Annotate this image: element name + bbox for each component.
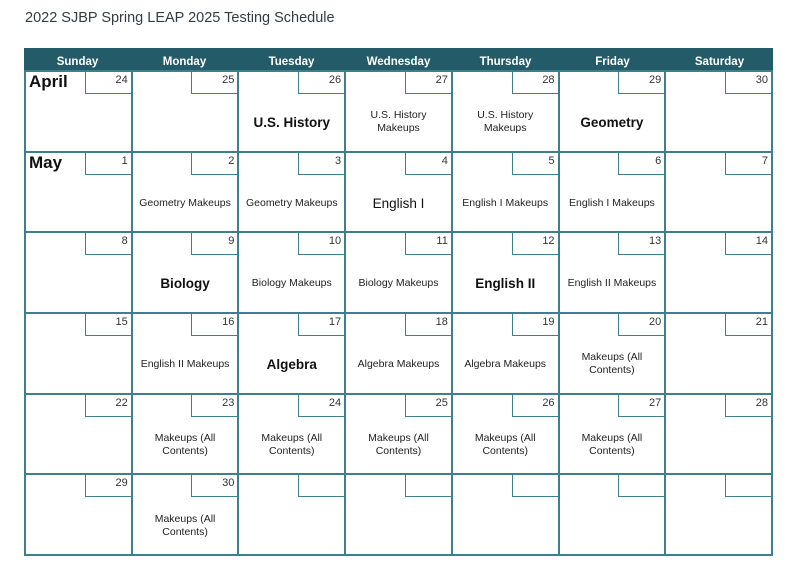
weekday-thursday: Thursday — [479, 56, 532, 68]
date-number — [618, 475, 664, 497]
weekday-header — [24, 48, 773, 70]
calendar-day-cell — [26, 153, 133, 234]
calendar — [24, 48, 773, 556]
event-label: Makeups (All Contents) — [474, 432, 536, 458]
event-label: Biology Makeups — [251, 277, 332, 290]
date-number: 27 — [405, 72, 451, 94]
event-label: U.S. History Makeups — [370, 109, 427, 135]
date-number: 18 — [405, 314, 451, 336]
month-label: April — [29, 72, 68, 91]
date-number: 3 — [298, 153, 344, 175]
date-number: 4 — [405, 153, 451, 175]
event-label: Geometry — [580, 114, 644, 130]
date-number: 12 — [512, 233, 558, 255]
calendar-day-cell — [560, 72, 667, 153]
weekday-friday: Friday — [595, 56, 630, 68]
calendar-day-cell — [346, 395, 453, 476]
event-label: Algebra — [266, 356, 317, 372]
event-label: U.S. History — [253, 114, 331, 130]
date-number: 28 — [512, 72, 558, 94]
date-number — [725, 475, 771, 497]
calendar-day-cell — [453, 72, 560, 153]
calendar-day-cell — [560, 233, 667, 314]
event-label: U.S. History Makeups — [477, 109, 534, 135]
date-number: 25 — [191, 72, 237, 94]
calendar-day-cell — [239, 233, 346, 314]
event-label: Biology — [160, 276, 210, 292]
event-label: English I Makeups — [569, 196, 655, 209]
calendar-day-cell — [133, 233, 240, 314]
calendar-day-cell — [560, 153, 667, 234]
date-number: 23 — [191, 395, 237, 417]
event-label: English II Makeups — [140, 357, 230, 370]
date-number: 27 — [618, 395, 664, 417]
event-label: Biology Makeups — [358, 277, 439, 290]
event-label: Makeups (All Contents) — [581, 351, 643, 377]
calendar-day-cell — [560, 395, 667, 476]
event-label: English II Makeups — [567, 277, 657, 290]
calendar-day-cell — [133, 395, 240, 476]
event-label: Algebra Makeups — [357, 357, 440, 370]
date-number: 29 — [618, 72, 664, 94]
calendar-day-cell — [133, 72, 240, 153]
date-number — [512, 475, 558, 497]
calendar-day-cell — [26, 395, 133, 476]
calendar-day-cell — [239, 475, 346, 556]
calendar-day-cell — [666, 475, 773, 556]
weekday-monday: Monday — [162, 56, 207, 68]
date-number: 30 — [191, 475, 237, 497]
date-number: 5 — [512, 153, 558, 175]
calendar-day-cell — [346, 475, 453, 556]
calendar-day-cell — [346, 233, 453, 314]
calendar-day-cell — [453, 233, 560, 314]
date-number: 26 — [298, 72, 344, 94]
weekday-wednesday: Wednesday — [366, 56, 431, 68]
event-label: Geometry Makeups — [245, 196, 338, 209]
event-label: English I — [372, 195, 425, 211]
calendar-day-cell — [26, 233, 133, 314]
date-number: 25 — [405, 395, 451, 417]
date-number: 29 — [85, 475, 131, 497]
event-label: Geometry Makeups — [139, 196, 231, 209]
calendar-day-cell — [26, 314, 133, 395]
date-number: 10 — [298, 233, 344, 255]
calendar-day-cell — [453, 475, 560, 556]
date-number: 26 — [512, 395, 558, 417]
event-label: Makeups (All Contents) — [581, 432, 643, 458]
calendar-day-cell — [560, 475, 667, 556]
date-number: 22 — [85, 395, 131, 417]
date-number: 15 — [85, 314, 131, 336]
calendar-day-cell — [346, 314, 453, 395]
event-label: Algebra Makeups — [464, 357, 547, 370]
calendar-day-cell — [239, 314, 346, 395]
calendar-day-cell — [133, 475, 240, 556]
date-number: 8 — [85, 233, 131, 255]
event-label: Makeups (All Contents) — [154, 432, 216, 458]
calendar-day-cell — [26, 72, 133, 153]
calendar-day-cell — [346, 72, 453, 153]
page-title: 2022 SJBP Spring LEAP 2025 Testing Schedule — [25, 10, 335, 26]
event-label: English II — [475, 276, 536, 292]
calendar-day-cell — [666, 233, 773, 314]
calendar-day-cell — [133, 314, 240, 395]
date-number: 28 — [725, 395, 771, 417]
calendar-grid — [24, 70, 773, 556]
date-number: 7 — [725, 153, 771, 175]
date-number: 30 — [725, 72, 771, 94]
date-number: 1 — [85, 153, 131, 175]
date-number — [298, 475, 344, 497]
calendar-day-cell — [239, 153, 346, 234]
month-label: May — [29, 152, 63, 172]
calendar-day-cell — [133, 153, 240, 234]
calendar-day-cell — [666, 72, 773, 153]
calendar-day-cell — [666, 314, 773, 395]
date-number: 2 — [191, 153, 237, 175]
calendar-day-cell — [560, 314, 667, 395]
date-number: 17 — [298, 314, 344, 336]
date-number: 21 — [725, 314, 771, 336]
calendar-day-cell — [26, 475, 133, 556]
event-label: English I Makeups — [462, 196, 549, 209]
calendar-day-cell — [666, 153, 773, 234]
date-number: 14 — [725, 233, 771, 255]
calendar-day-cell — [453, 395, 560, 476]
event-label: Makeups (All Contents) — [368, 432, 429, 458]
calendar-day-cell — [453, 314, 560, 395]
calendar-day-cell — [666, 395, 773, 476]
date-number: 24 — [298, 395, 344, 417]
calendar-day-cell — [346, 153, 453, 234]
date-number: 20 — [618, 314, 664, 336]
weekday-tuesday: Tuesday — [268, 56, 315, 68]
date-number: 16 — [191, 314, 237, 336]
date-number: 19 — [512, 314, 558, 336]
weekday-sunday: Sunday — [56, 56, 99, 68]
calendar-day-cell — [239, 72, 346, 153]
event-label: Makeups (All Contents) — [154, 512, 216, 538]
event-label: Makeups (All Contents) — [261, 432, 323, 458]
date-number: 9 — [191, 233, 237, 255]
calendar-day-cell — [239, 395, 346, 476]
weekday-saturday: Saturday — [694, 56, 745, 68]
date-number: 11 — [405, 233, 451, 255]
calendar-day-cell — [453, 153, 560, 234]
date-number — [405, 475, 451, 497]
date-number: 6 — [618, 153, 664, 175]
date-number: 13 — [618, 233, 664, 255]
date-number: 24 — [85, 72, 131, 94]
